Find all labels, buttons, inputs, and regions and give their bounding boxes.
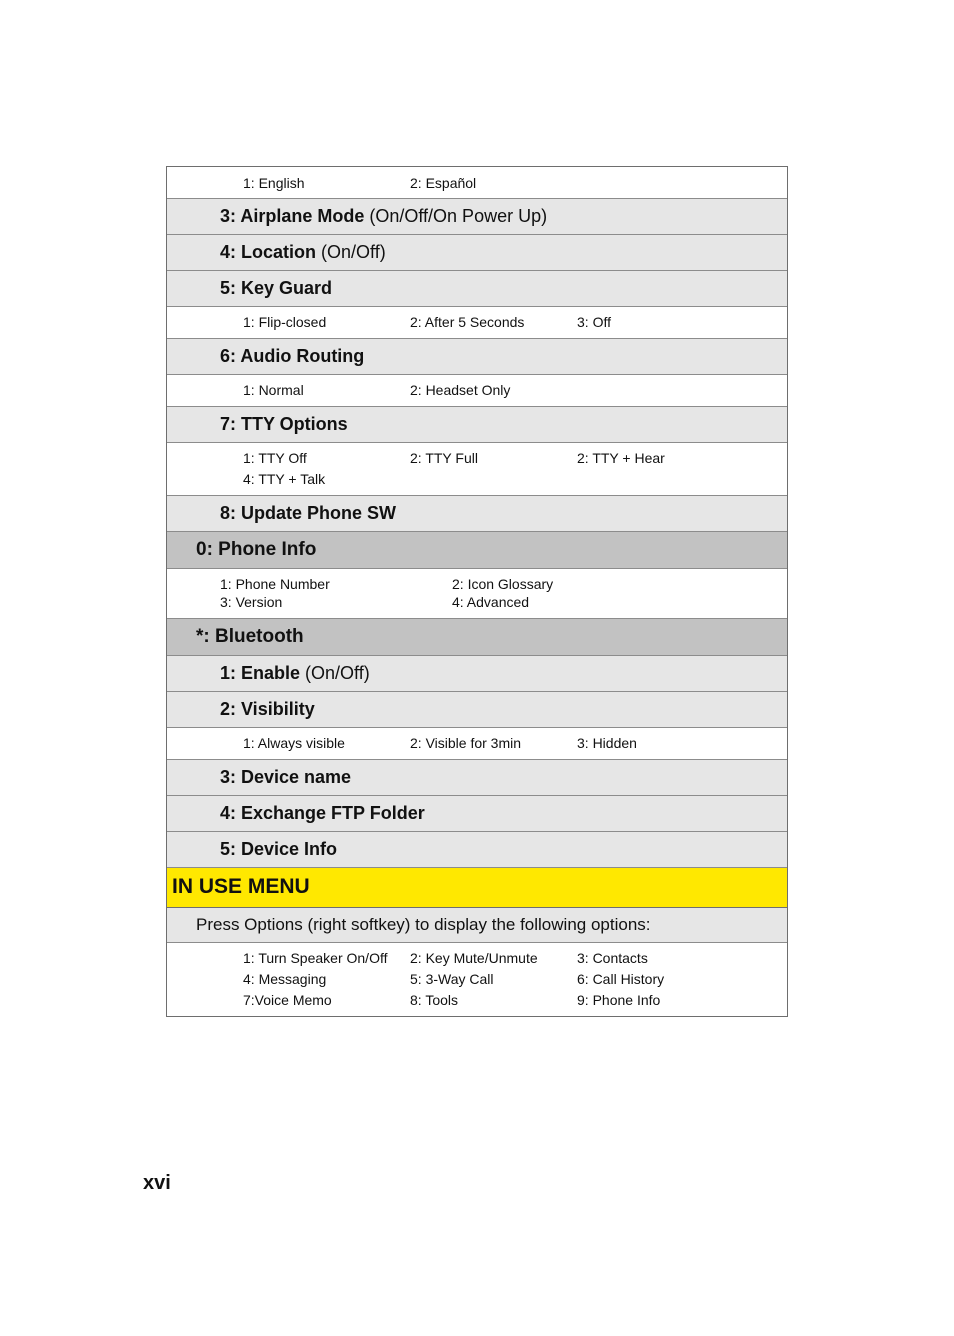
visibility-options-row xyxy=(167,728,787,760)
language-options-row xyxy=(167,167,787,199)
update-phone-sw-label: 8: Update Phone SW xyxy=(220,503,397,523)
option-3way-call: 5: 3-Way Call xyxy=(410,971,494,987)
option-espanol: 2: Español xyxy=(410,175,477,191)
option-key-mute: 2: Key Mute/Unmute xyxy=(410,950,538,966)
page-number: xvi xyxy=(143,1172,171,1194)
phone-info-label: 0: Phone Info xyxy=(196,539,317,560)
in-use-options-row xyxy=(167,943,787,1016)
option-normal: 1: Normal xyxy=(243,382,304,398)
option-tty-hear: 2: TTY + Hear xyxy=(577,450,665,466)
option-turn-speaker: 1: Turn Speaker On/Off xyxy=(243,950,388,966)
device-name-row xyxy=(167,760,787,796)
airplane-mode-detail: (On/Off/On Power Up) xyxy=(364,206,548,226)
option-icon-glossary: 2: Icon Glossary xyxy=(452,576,554,592)
option-phone-number: 1: Phone Number xyxy=(220,576,330,592)
in-use-description-row xyxy=(167,908,787,943)
option-phone-info: 9: Phone Info xyxy=(577,992,661,1008)
audio-routing-row xyxy=(167,339,787,375)
option-messaging: 4: Messaging xyxy=(243,971,327,987)
enable-detail: (On/Off) xyxy=(300,663,370,683)
tty-options-row xyxy=(167,407,787,443)
in-use-description: Press Options (right softkey) to display the following options: xyxy=(196,915,651,934)
option-hidden: 3: Hidden xyxy=(577,735,637,751)
key-guard-label: 5: Key Guard xyxy=(220,278,333,298)
update-phone-sw-row xyxy=(167,496,787,532)
option-tty-talk: 4: TTY + Talk xyxy=(243,471,326,487)
enable-label: 1: Enable xyxy=(220,663,301,683)
visibility-label: 2: Visibility xyxy=(220,699,315,719)
key-guard-options-row xyxy=(167,307,787,339)
phone-info-options-row xyxy=(167,569,787,619)
location-detail: (On/Off) xyxy=(316,242,386,262)
tty-options-sub-row xyxy=(167,443,787,496)
visibility-row xyxy=(167,692,787,728)
option-always-visible: 1: Always visible xyxy=(243,735,345,751)
exchange-ftp-label: 4: Exchange FTP Folder xyxy=(220,803,425,823)
audio-routing-label: 6: Audio Routing xyxy=(220,346,365,366)
option-contacts: 3: Contacts xyxy=(577,950,648,966)
airplane-mode-label: 3: Airplane Mode xyxy=(220,206,365,226)
device-info-label: 5: Device Info xyxy=(220,839,338,859)
option-tty-off: 1: TTY Off xyxy=(243,450,307,466)
location-row xyxy=(167,235,787,271)
option-call-history: 6: Call History xyxy=(577,971,665,987)
phone-info-row xyxy=(167,532,787,569)
bluetooth-label: *: Bluetooth xyxy=(196,626,304,647)
option-flip-closed: 1: Flip-closed xyxy=(243,314,327,330)
option-headset-only: 2: Headset Only xyxy=(410,382,511,398)
location-label: 4: Location xyxy=(220,242,317,262)
option-voice-memo: 7:Voice Memo xyxy=(243,992,332,1008)
device-name-label: 3: Device name xyxy=(220,767,352,787)
option-after-5-seconds: 2: After 5 Seconds xyxy=(410,314,525,330)
airplane-mode-row xyxy=(167,199,787,235)
audio-routing-options-row xyxy=(167,375,787,407)
in-use-menu-label: IN USE MENU xyxy=(172,875,310,898)
menu-table xyxy=(166,166,788,1017)
option-off: 3: Off xyxy=(577,314,611,330)
option-visible-3min: 2: Visible for 3min xyxy=(410,735,522,751)
device-info-row xyxy=(167,832,787,868)
in-use-menu-header xyxy=(167,868,787,908)
option-english: 1: English xyxy=(243,175,305,191)
enable-row xyxy=(167,656,787,692)
exchange-ftp-row xyxy=(167,796,787,832)
option-advanced: 4: Advanced xyxy=(452,594,530,610)
option-tty-full: 2: TTY Full xyxy=(410,450,478,466)
option-version: 3: Version xyxy=(220,594,283,610)
bluetooth-row xyxy=(167,619,787,656)
key-guard-row xyxy=(167,271,787,307)
option-tools: 8: Tools xyxy=(410,992,458,1008)
tty-options-label: 7: TTY Options xyxy=(220,414,348,434)
